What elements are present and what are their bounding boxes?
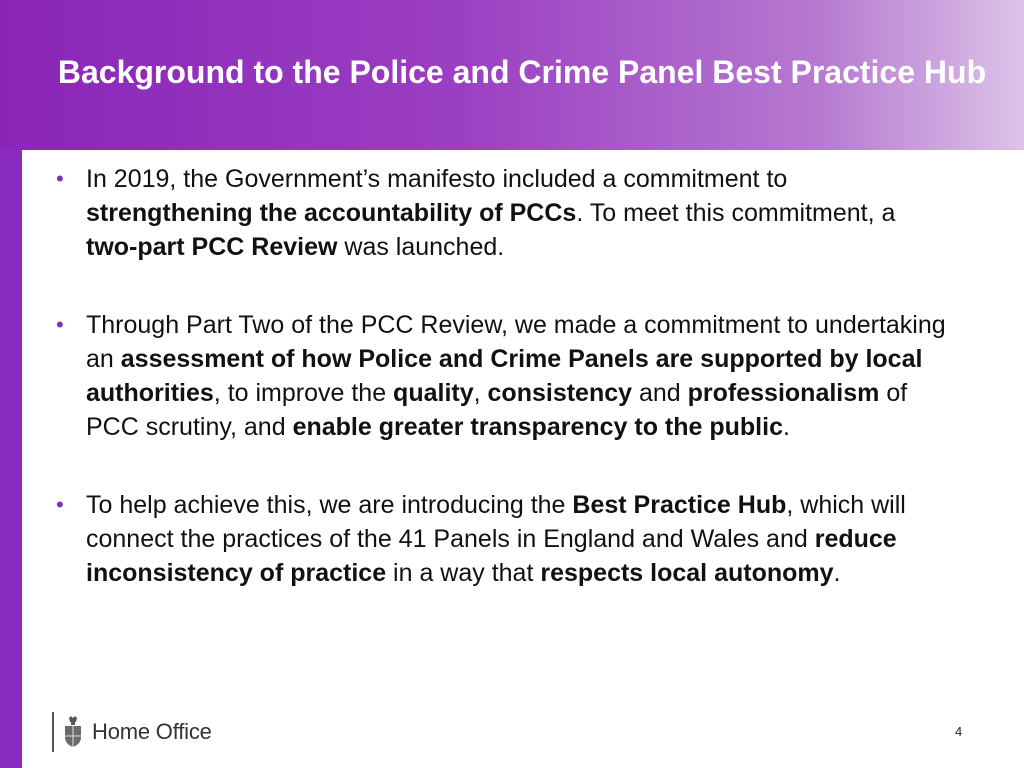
bullet-segment: , which will connect the practices of the 41 Panels in England and Wales and bbox=[86, 491, 906, 553]
bullet-segment: To help achieve this, we are introducing the bbox=[86, 491, 573, 519]
bullet-list bbox=[50, 162, 950, 634]
bullet-segment-bold: assessment of how Police and Crime Panels are supported by local authorities bbox=[86, 345, 923, 407]
bullet-segment-bold: quality bbox=[393, 379, 474, 407]
bullet-segment-bold: reduce inconsistency of practice bbox=[86, 525, 897, 587]
bullet-segment: . bbox=[782, 413, 790, 441]
bullet-marker: • bbox=[56, 492, 64, 517]
bullet-segment: of PCC scrutiny, and bbox=[86, 379, 908, 441]
bullet-segment-bold: Best Practice Hub bbox=[572, 491, 787, 519]
bullet-text bbox=[86, 311, 946, 441]
bullet-item bbox=[50, 162, 950, 264]
bullet-segment: , to improve the bbox=[213, 379, 394, 407]
bullet-marker: • bbox=[56, 312, 64, 337]
logo-divider bbox=[52, 712, 54, 752]
bullet-segment: was launched. bbox=[337, 233, 505, 261]
bullet-segment-bold: respects local autonomy bbox=[540, 559, 834, 587]
bullet-segment-bold: two-part PCC Review bbox=[86, 233, 338, 261]
bullet-segment-bold: strengthening the accountability of PCCs bbox=[86, 199, 577, 227]
bullet-text bbox=[86, 491, 906, 587]
home-office-logo bbox=[52, 712, 212, 752]
bullet-segment: in a way that bbox=[386, 559, 541, 587]
bullet-segment: Through Part Two of the PCC Review, we made a commitment to undertaking an bbox=[86, 311, 946, 373]
bullet-item bbox=[50, 308, 950, 444]
bullet-segment-bold: consistency bbox=[487, 379, 633, 407]
bullet-segment: . bbox=[833, 559, 841, 587]
bullet-segment: In 2019, the Government’s manifesto included a commitment to bbox=[86, 165, 788, 193]
bullet-text bbox=[86, 165, 895, 261]
royal-crest-icon bbox=[62, 715, 84, 749]
bullet-item bbox=[50, 488, 950, 590]
bullet-segment-bold: professionalism bbox=[687, 379, 880, 407]
slide-title: Background to the Police and Crime Panel Best Practice Hub bbox=[57, 54, 987, 90]
page-number: 4 bbox=[955, 724, 963, 739]
logo-text: Home Office bbox=[92, 719, 212, 744]
bullet-marker: • bbox=[56, 166, 64, 191]
title-banner bbox=[0, 0, 1024, 150]
bullet-segment-bold: enable greater transparency to the public bbox=[292, 413, 783, 441]
bullet-segment: , bbox=[473, 379, 488, 407]
bullet-segment: . To meet this commitment, a bbox=[576, 199, 896, 227]
bullet-segment: and bbox=[632, 379, 688, 407]
